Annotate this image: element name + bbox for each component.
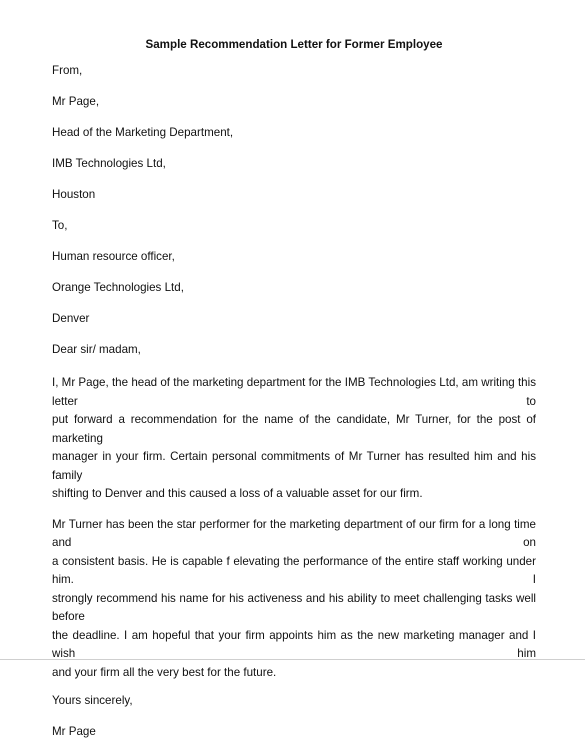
letter-body — [52, 38, 536, 756]
recipient-company: Orange Technologies Ltd, — [52, 281, 184, 294]
paragraph-introduction — [52, 374, 536, 504]
paragraph-line: the deadline. I am hopeful that your firm appoints him as the new marketing manager and I wish him — [52, 628, 536, 660]
to-label: To, — [52, 219, 68, 232]
sender-city: Houston — [52, 188, 96, 201]
paragraph-line: manager in your firm. Certain personal commitments of Mr Turner has resulted him and his family — [52, 450, 536, 482]
sender-company: IMB Technologies Ltd, — [52, 157, 166, 170]
from-label: From, — [52, 64, 83, 77]
closing: Yours sincerely, — [52, 694, 133, 707]
paragraph-line: a consistent basis. He is capable f elevating the performance of the entire staff working under him. I — [52, 554, 536, 586]
paragraph-line: and your firm all the very best for the future. — [52, 665, 277, 679]
paragraph-line: shifting to Denver and this caused a loss of a valuable asset for our firm. — [52, 487, 423, 500]
salutation: Dear sir/ madam, — [52, 343, 141, 356]
paragraph-line: Mr Turner has been the star performer for the marketing department of our firm for a long time and on — [52, 517, 536, 549]
signature: Mr Page — [52, 725, 96, 738]
sender-name: Mr Page, — [52, 95, 100, 108]
document-title: Sample Recommendation Letter for Former Employee — [145, 38, 443, 51]
paragraph-recommendation — [52, 516, 536, 683]
paragraph-line: put forward a recommendation for the name of the candidate, Mr Turner, for the post of marketing — [52, 413, 536, 445]
paragraph-line: strongly recommend his name for his activeness and his ability to meet challenging tasks well before — [52, 591, 536, 623]
recipient-title: Human resource officer, — [52, 250, 175, 263]
sender-position: Head of the Marketing Department, — [52, 126, 234, 139]
paragraph-line: I, Mr Page, the head of the marketing department for the IMB Technologies Ltd, am writing this letter to — [52, 376, 536, 408]
recipient-city: Denver — [52, 312, 90, 325]
